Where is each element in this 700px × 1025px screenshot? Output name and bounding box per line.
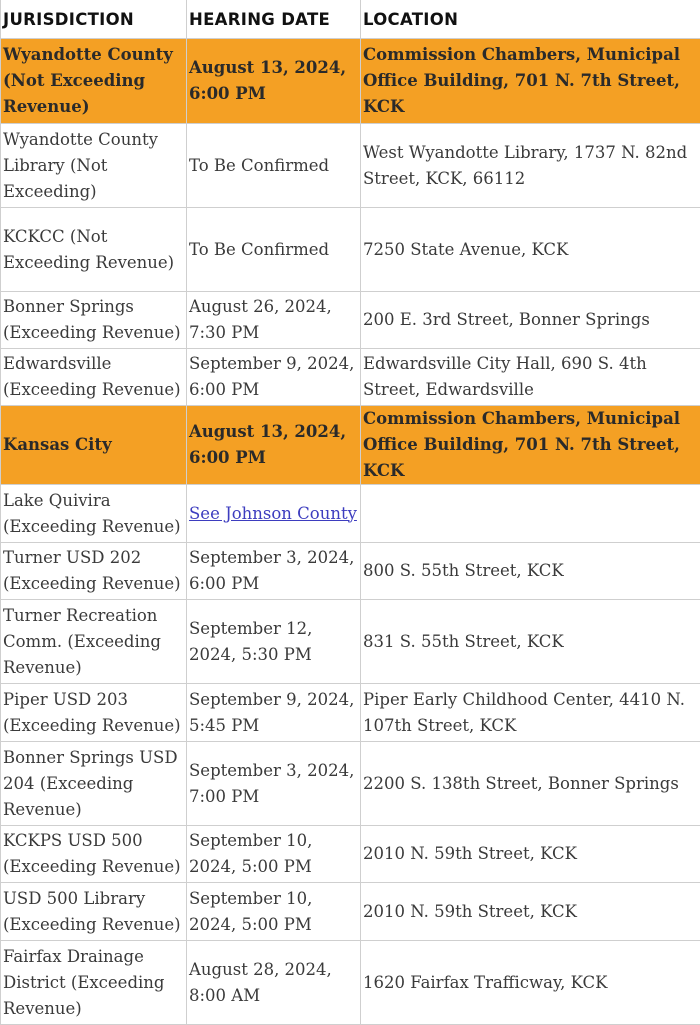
table-row xyxy=(1,826,700,883)
jurisdiction-cell: KCKCC (Not Exceeding Revenue) xyxy=(1,208,187,292)
location-cell: 2010 N. 59th Street, KCK xyxy=(361,826,700,883)
hearing-date-cell: September 9, 2024, 6:00 PM xyxy=(187,349,361,406)
location-cell: 7250 State Avenue, KCK xyxy=(361,208,700,292)
location-cell: West Wyandotte Library, 1737 N. 82nd Street, KCK, 66112 xyxy=(361,124,700,208)
table-row xyxy=(1,406,700,485)
table-row xyxy=(1,684,700,742)
jurisdiction-cell: Edwardsville (Exceeding Revenue) xyxy=(1,349,187,406)
hearing-date-cell xyxy=(187,485,361,543)
jurisdiction-cell: Bonner Springs (Exceeding Revenue) xyxy=(1,292,187,349)
table-row xyxy=(1,292,700,349)
jurisdiction-cell: USD 500 Library (Exceeding Revenue) xyxy=(1,883,187,941)
header-row xyxy=(1,0,700,39)
jurisdiction-cell: Turner Recreation Comm. (Exceeding Revenue) xyxy=(1,600,187,684)
hearing-date-cell: September 9, 2024, 5:45 PM xyxy=(187,684,361,742)
table-row xyxy=(1,124,700,208)
hearing-date-cell: To Be Confirmed xyxy=(187,124,361,208)
jurisdiction-cell: Piper USD 203 (Exceeding Revenue) xyxy=(1,684,187,742)
jurisdiction-cell: Wyandotte County Library (Not Exceeding) xyxy=(1,124,187,208)
jurisdiction-cell: KCKPS USD 500 (Exceeding Revenue) xyxy=(1,826,187,883)
location-cell: 200 E. 3rd Street, Bonner Springs xyxy=(361,292,700,349)
location-cell: 831 S. 55th Street, KCK xyxy=(361,600,700,684)
table-row xyxy=(1,600,700,684)
location-cell: Edwardsville City Hall, 690 S. 4th Street, Edwardsville xyxy=(361,349,700,406)
see-johnson-county-link[interactable]: See Johnson County xyxy=(189,504,357,523)
hearing-date-cell: September 3, 2024, 6:00 PM xyxy=(187,543,361,600)
jurisdiction-cell: Wyandotte County (Not Exceeding Revenue) xyxy=(1,39,187,124)
hearing-date-cell: August 26, 2024, 7:30 PM xyxy=(187,292,361,349)
location-cell: 2010 N. 59th Street, KCK xyxy=(361,883,700,941)
jurisdiction-cell: Lake Quivira (Exceeding Revenue) xyxy=(1,485,187,543)
location-cell: 800 S. 55th Street, KCK xyxy=(361,543,700,600)
hearing-date-cell: September 10, 2024, 5:00 PM xyxy=(187,826,361,883)
location-cell: Piper Early Childhood Center, 4410 N. 107th Street, KCK xyxy=(361,684,700,742)
jurisdiction-cell: Turner USD 202 (Exceeding Revenue) xyxy=(1,543,187,600)
location-cell: 1620 Fairfax Trafficway, KCK xyxy=(361,941,700,1025)
hearing-date-cell: September 12, 2024, 5:30 PM xyxy=(187,600,361,684)
jurisdiction-cell: Fairfax Drainage District (Exceeding Revenue) xyxy=(1,941,187,1025)
hearing-date-cell: To Be Confirmed xyxy=(187,208,361,292)
table-row xyxy=(1,349,700,406)
table-row xyxy=(1,941,700,1025)
hearing-date-cell: September 3, 2024, 7:00 PM xyxy=(187,742,361,826)
hearing-date-cell: August 13, 2024, 6:00 PM xyxy=(187,39,361,124)
table-row xyxy=(1,485,700,543)
table-row xyxy=(1,883,700,941)
hearing-date-cell: September 10, 2024, 5:00 PM xyxy=(187,883,361,941)
location-cell: 2200 S. 138th Street, Bonner Springs xyxy=(361,742,700,826)
table-row xyxy=(1,208,700,292)
table-row xyxy=(1,543,700,600)
jurisdiction-header: JURISDICTION xyxy=(1,0,187,39)
hearing-date-cell: August 28, 2024, 8:00 AM xyxy=(187,941,361,1025)
location-cell: Commission Chambers, Municipal Office Building, 701 N. 7th Street, KCK xyxy=(361,406,700,485)
location-header: LOCATION xyxy=(361,0,700,39)
hearing-date-cell: August 13, 2024, 6:00 PM xyxy=(187,406,361,485)
location-cell xyxy=(361,485,700,543)
jurisdiction-cell: Kansas City xyxy=(1,406,187,485)
location-cell: Commission Chambers, Municipal Office Building, 701 N. 7th Street, KCK xyxy=(361,39,700,124)
jurisdiction-cell: Bonner Springs USD 204 (Exceeding Revenue) xyxy=(1,742,187,826)
hearing-date-header: HEARING DATE xyxy=(187,0,361,39)
table-row xyxy=(1,39,700,124)
table-row xyxy=(1,742,700,826)
